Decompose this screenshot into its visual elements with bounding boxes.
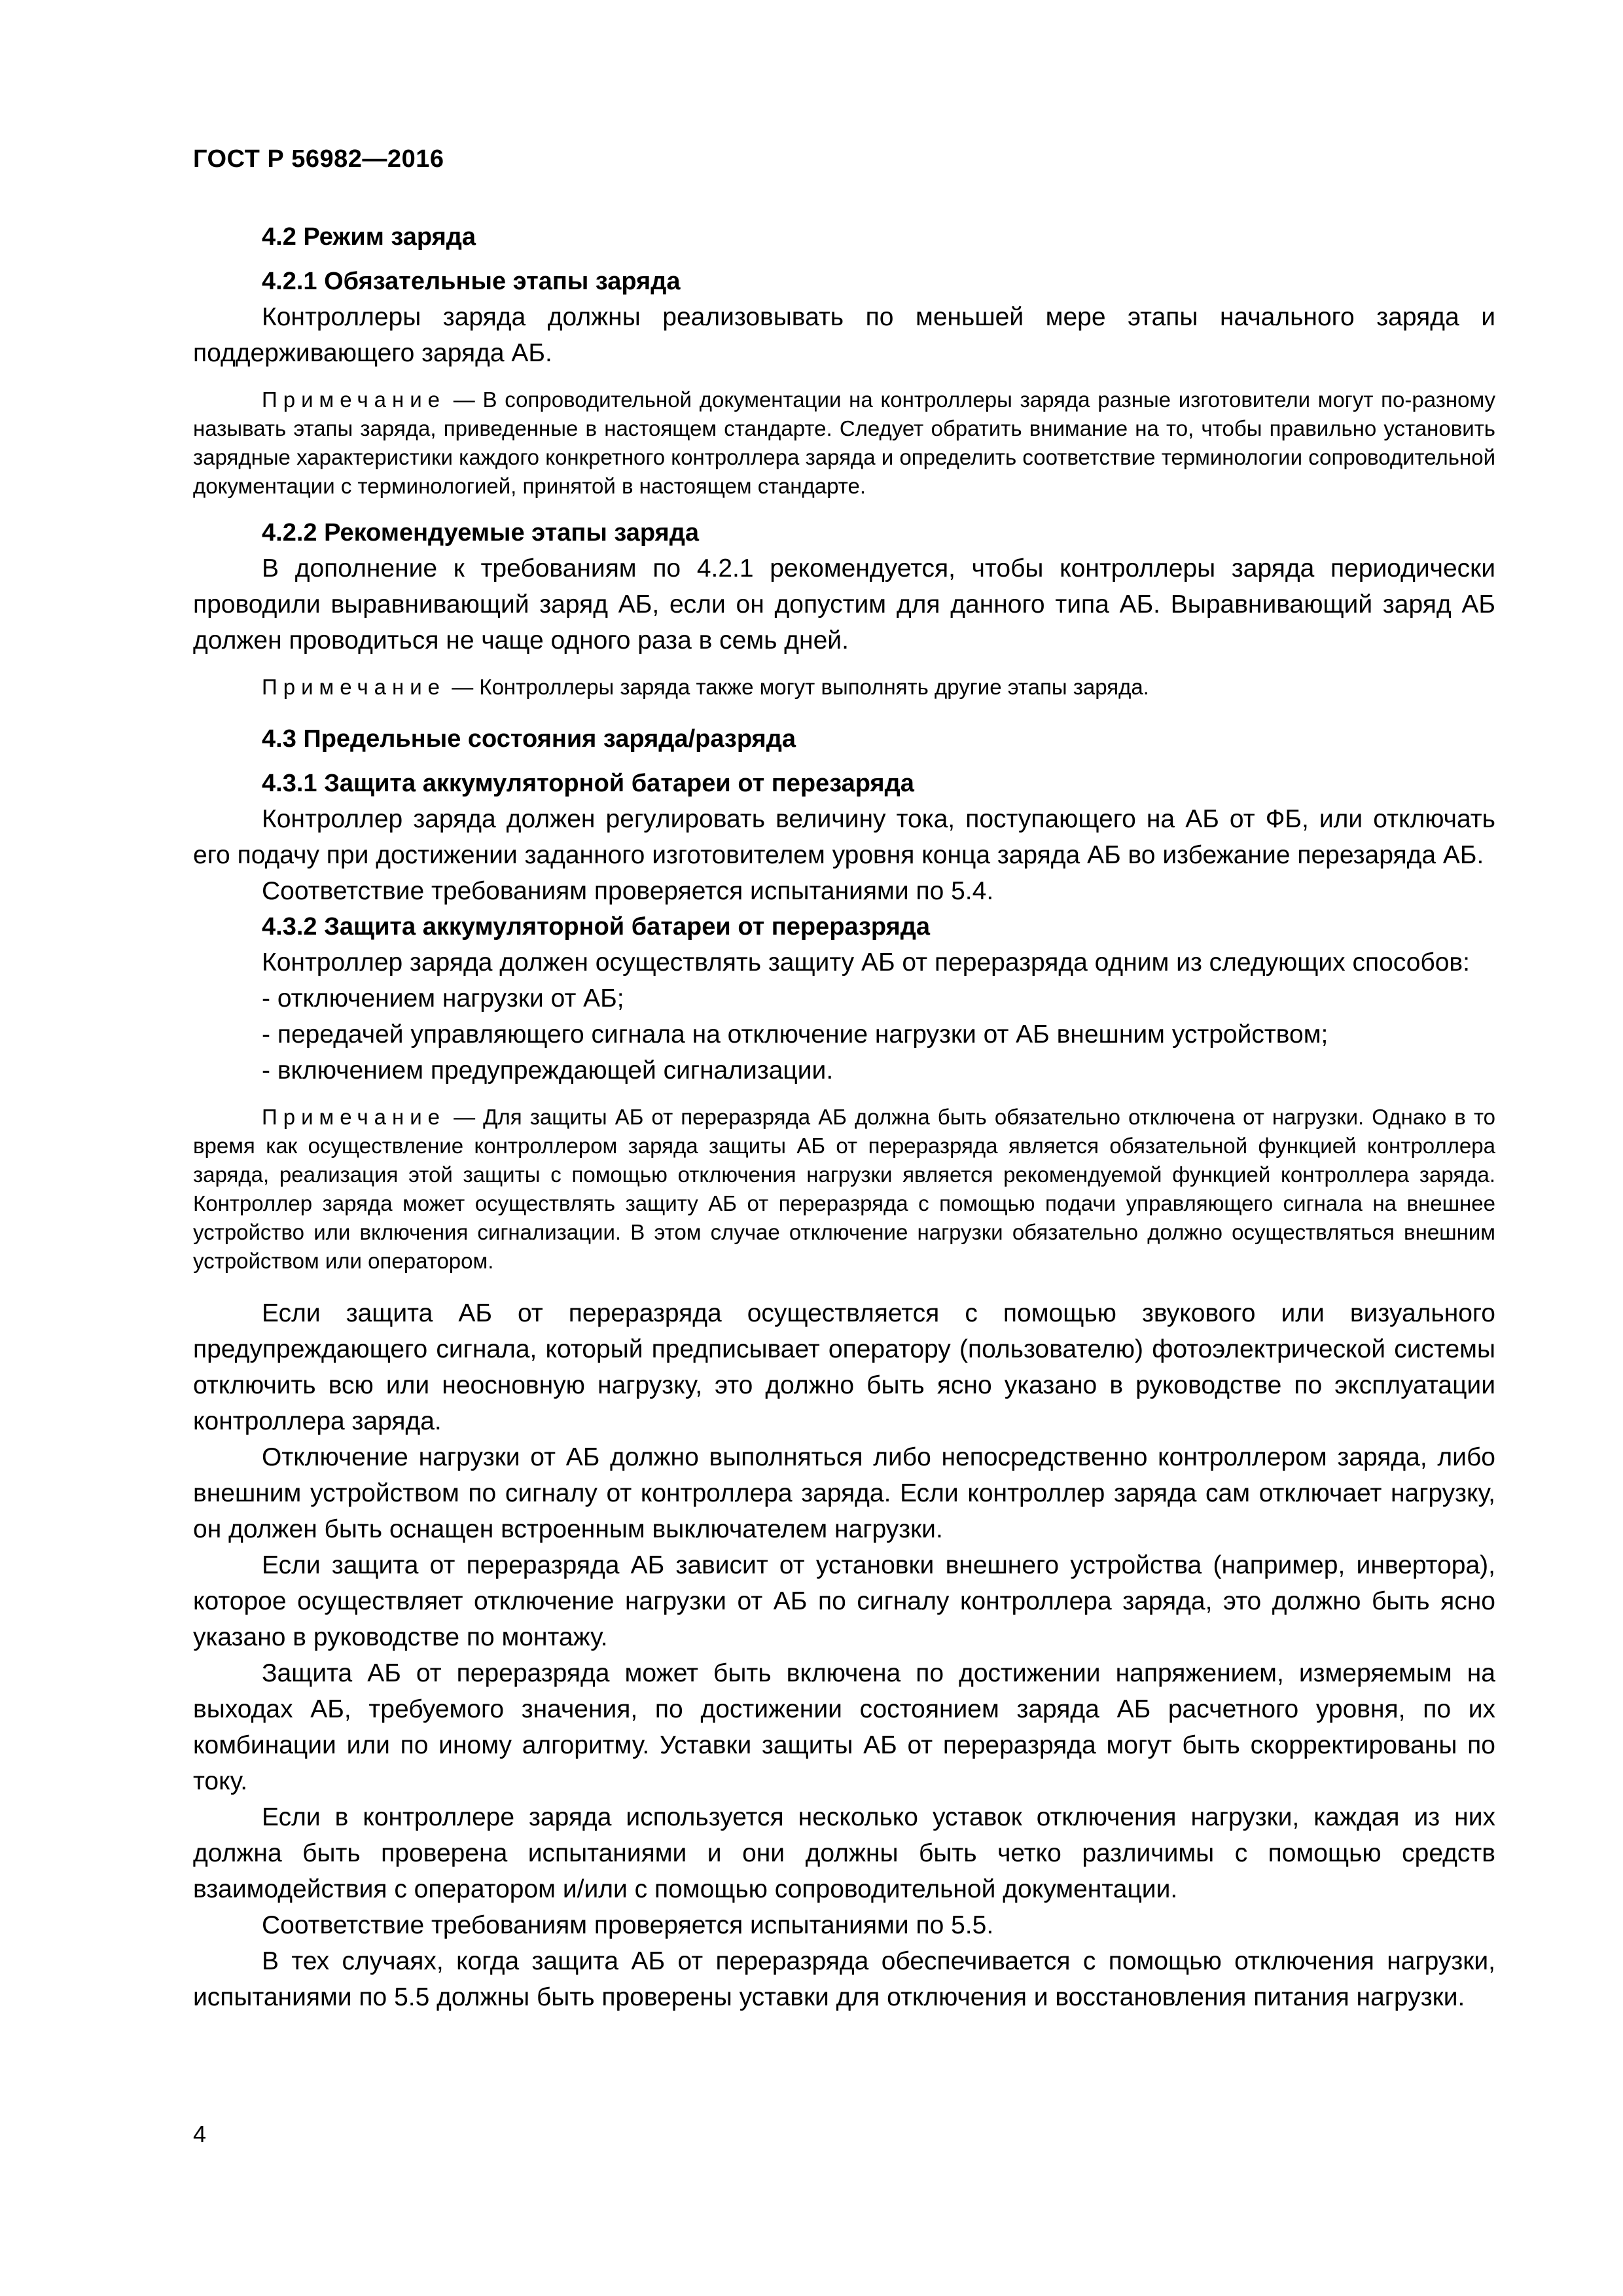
paragraph: Соответствие требованиям проверяется испытаниями по 5.5. [262, 1911, 994, 1939]
paragraph: Отключение нагрузки от АБ должно выполняться либо непосредственно контроллером заряда, либо внешним устройством по сигналу от контроллера заряда. Если контроллер заряда сам отключает нагрузку, он должен быть оснащен встроенным выключателем нагрузки. [193, 1443, 1495, 1543]
paragraph: Если защита от переразряда АБ зависит от установки внешнего устройства (например, инвертора), которое осуществляет отключение нагрузки от АБ по сигналу контроллера заряда, это должно быть ясно указано в руководстве по монтажу. [193, 1551, 1495, 1651]
section-4-2-title: 4.2 Режим заряда [262, 223, 476, 251]
section-4-3-1-check: Соответствие требованиям проверяется испытаниями по 5.4. [262, 877, 994, 905]
section-4-3-1-title: 4.3.1 Защита аккумуляторной батареи от перезаряда [262, 770, 914, 797]
note-text: — В сопроводительной документации на контроллеры заряда разные изготовители могут по-разному называть этапы заряда, приведенные в настоящем стандарте. Следует обратить внимание на то, чтобы правильно установить зарядные характеристики каждого конкретного контроллера заряда и определить соответствие терминологии сопроводительной документации с терминологией, принятой в настоящем стандарте. [193, 387, 1495, 498]
paragraph: Если защита АБ от переразряда осуществляется с помощью звукового или визуального предупреждающего сигнала, который предписывает оператору (пользователю) фотоэлектрической системы отключить всю или неосновную нагрузку, это должно быть ясно указано в руководстве по эксплуатации контроллера заряда. [193, 1299, 1495, 1435]
paragraph: Защита АБ от переразряда может быть включена по достижении напряжением, измеряемым на выходах АБ, требуемого значения, по достижении состоянием заряда АБ расчетного уровня, по их комбинации или по иному алгоритму. Уставки защиты АБ от переразряда могут быть скорректированы по току. [193, 1659, 1495, 1795]
note-3 [193, 1103, 1495, 1276]
section-4-2-1-text: Контроллеры заряда должны реализовывать по меньшей мере этапы начального заряда и поддерживающего заряда АБ. [193, 303, 1495, 367]
note-1 [193, 386, 1495, 501]
document-body [193, 219, 1495, 2015]
section-4-3-2-text: Контроллер заряда должен осуществлять защиту АБ от переразряда одним из следующих способов: [262, 948, 1470, 977]
section-4-3-title: 4.3 Предельные состояния заряда/разряда [262, 725, 796, 753]
note-text: — Для защиты АБ от переразряда АБ должна быть обязательно отключена от нагрузки. Однако в то время как осуществление контроллером заряда защиты АБ от переразряда является обязательной функцией контроллера заряда, реализация этой защиты с помощью отключения нагрузки является рекомендуемой функцией контроллера заряда. Контроллер заряда может осуществлять защиту АБ от переразряда с помощью подачи управляющего сигнала на внешнее устройство или включения сигнализации. В этом случае отключение нагрузки обязательно должно осуществляться внешним устройством или оператором. [193, 1105, 1495, 1273]
note-label: Примечание [262, 1105, 446, 1129]
paragraph: В тех случаях, когда защита АБ от переразряда обеспечивается с помощью отключения нагрузки, испытаниями по 5.5 должны быть проверены уставки для отключения и восстановления питания нагрузки. [193, 1947, 1495, 2011]
list-item: - отключением нагрузки от АБ; [262, 984, 624, 1013]
note-text: — Контроллеры заряда также могут выполнять другие этапы заряда. [452, 675, 1149, 699]
paragraph: Если в контроллере заряда используется несколько уставок отключения нагрузки, каждая из них должна быть проверена испытаниями и они должны быть четко различимы с помощью средств взаимодействия с оператором и/или с помощью сопроводительной документации. [193, 1803, 1495, 1903]
section-4-3-2-title: 4.3.2 Защита аккумуляторной батареи от переразряда [262, 913, 931, 941]
page-number: 4 [193, 2121, 207, 2147]
section-4-2-2-title: 4.2.2 Рекомендуемые этапы заряда [262, 519, 699, 547]
note-2 [193, 673, 1495, 702]
note-label: Примечание [262, 387, 446, 412]
list-item: - включением предупреждающей сигнализации. [262, 1056, 834, 1085]
document-header: ГОСТ Р 56982—2016 [193, 145, 444, 173]
section-4-2-2-text: В дополнение к требованиям по 4.2.1 рекомендуется, чтобы контроллеры заряда периодически проводили выравнивающий заряд АБ, если он допустим для данного типа АБ. Выравнивающий заряд АБ должен проводиться не чаще одного раза в семь дней. [193, 554, 1495, 655]
note-label: Примечание [262, 675, 446, 699]
document-page [193, 0, 1495, 2296]
section-4-3-1-text: Контроллер заряда должен регулировать величину тока, поступающего на АБ от ФБ, или отключать его подачу при достижении заданного изготовителем уровня конца заряда АБ во избежание перезаряда АБ. [193, 805, 1495, 869]
section-4-2-1-title: 4.2.1 Обязательные этапы заряда [262, 268, 681, 295]
list-item: - передачей управляющего сигнала на отключение нагрузки от АБ внешним устройством; [262, 1020, 1329, 1049]
